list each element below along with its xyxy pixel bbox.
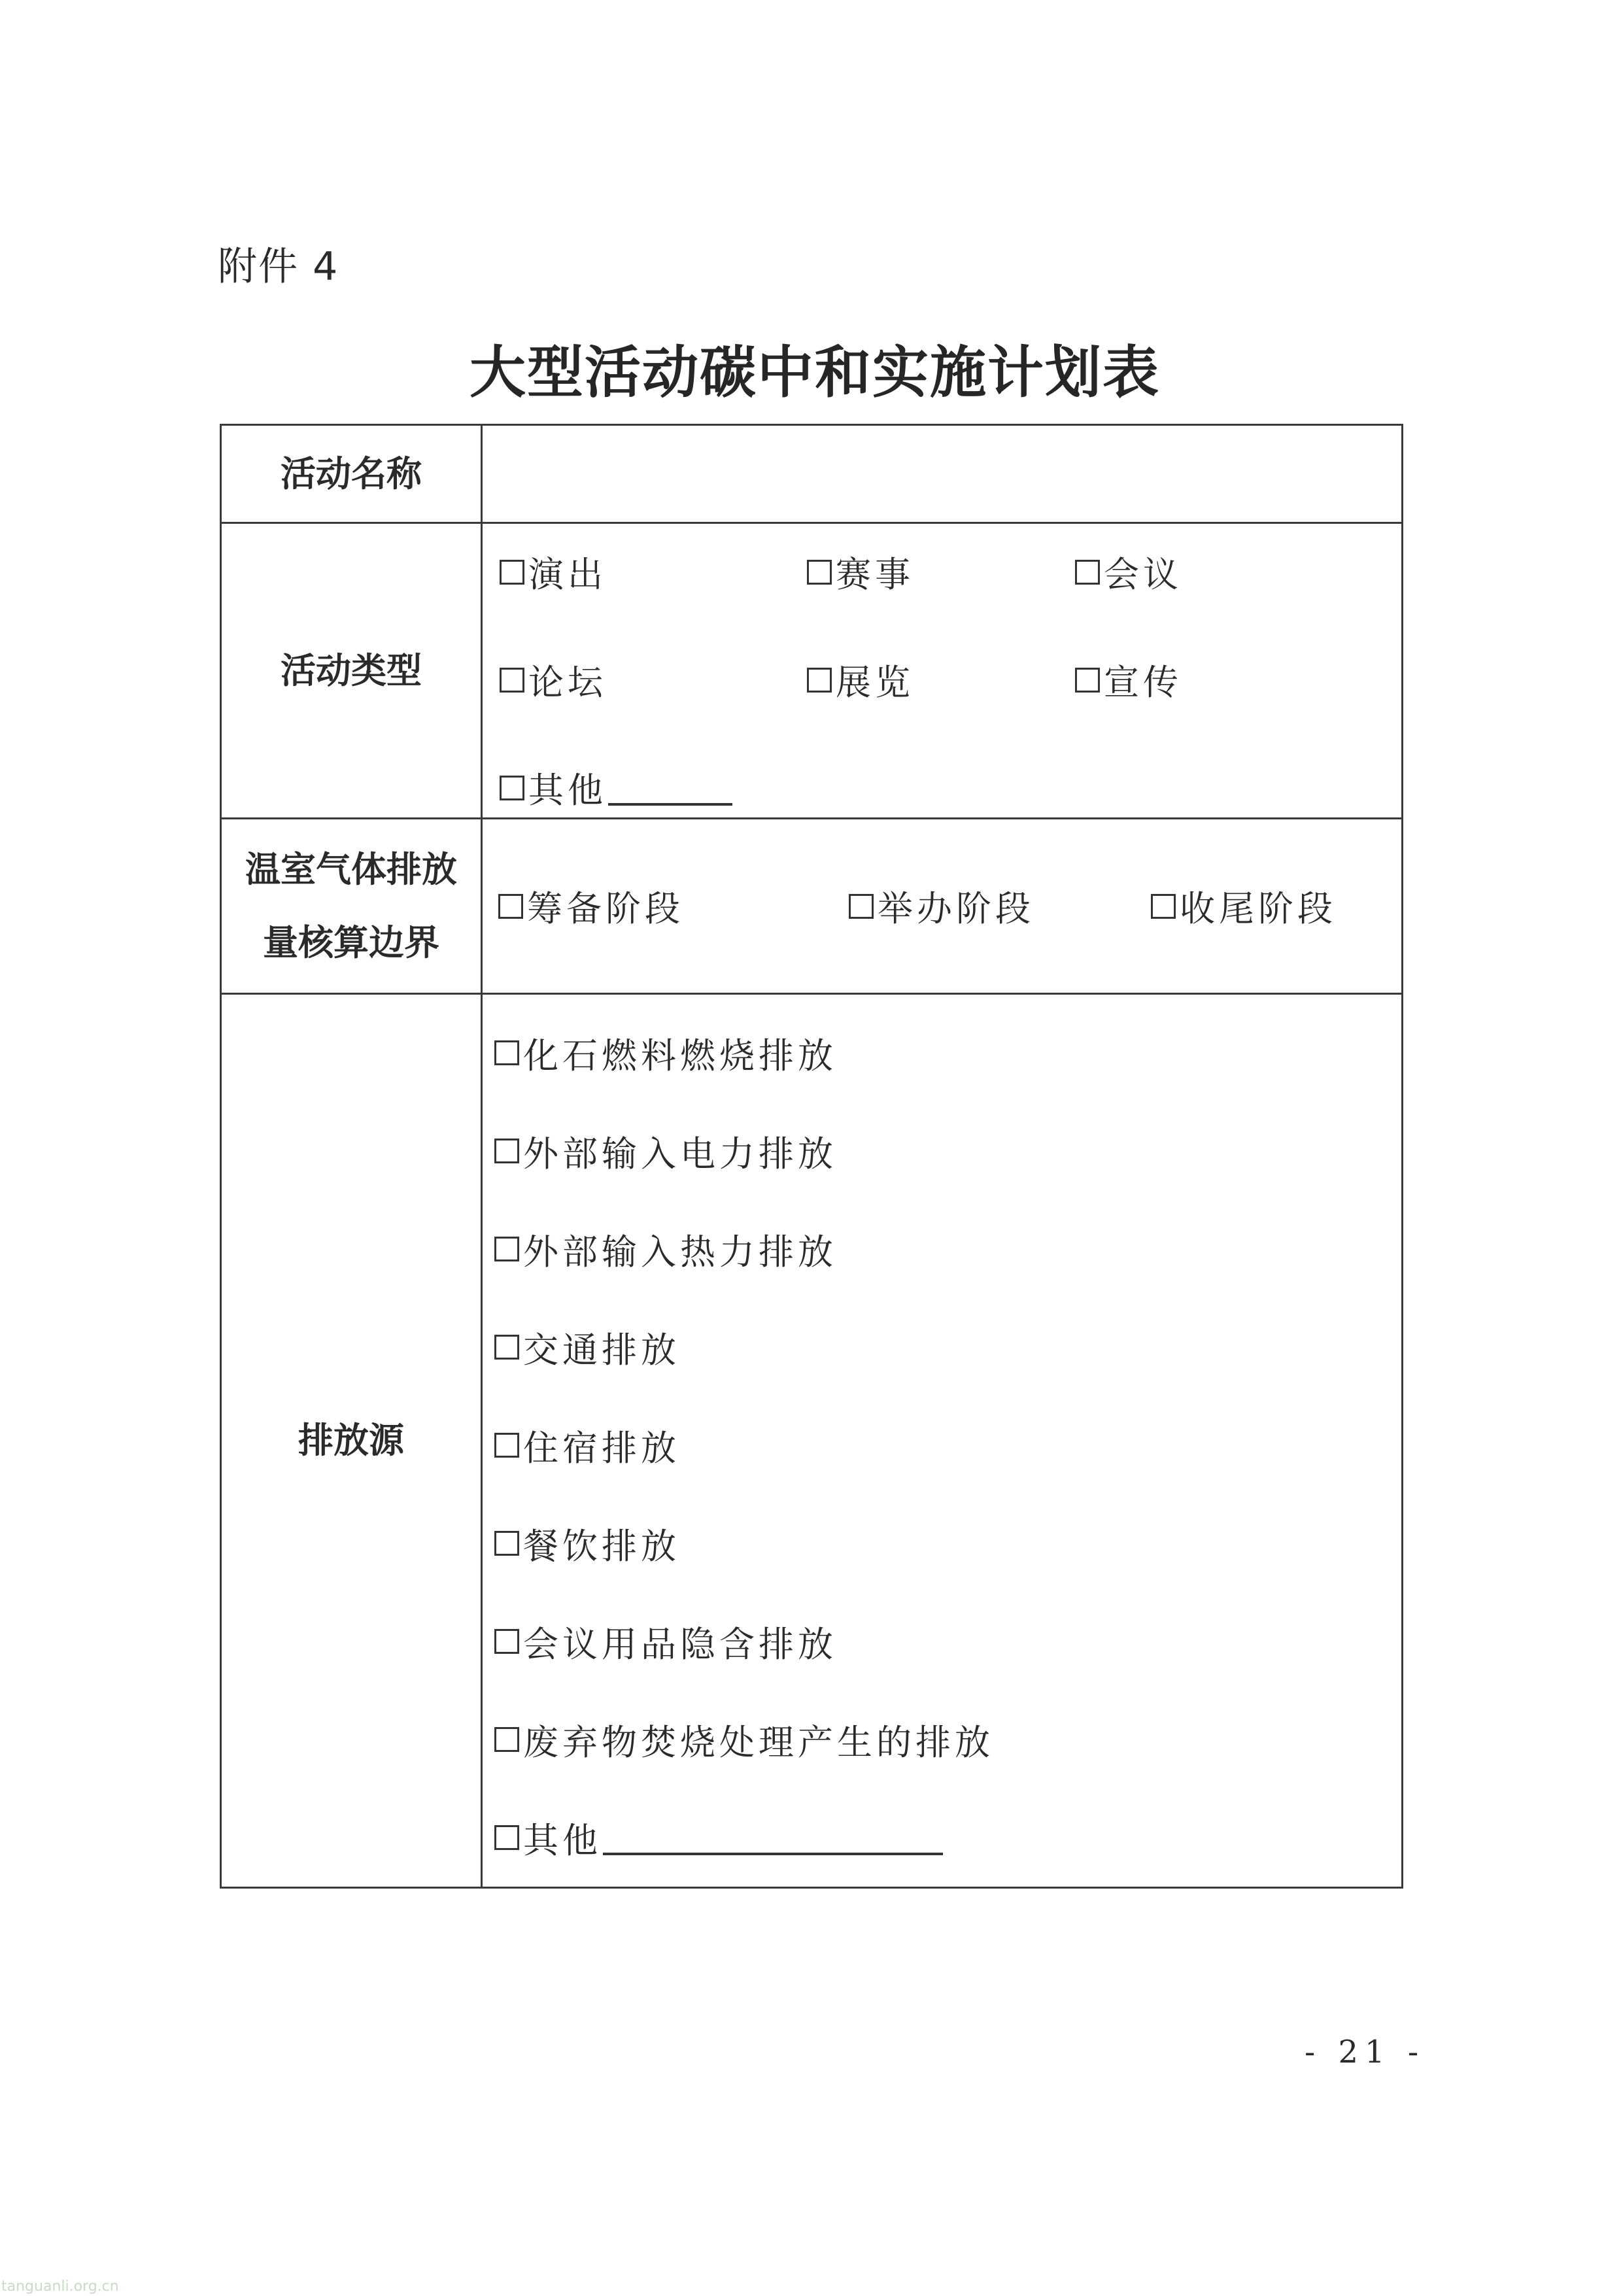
other-type-blank-field[interactable] — [608, 770, 732, 806]
checkbox-competition[interactable]: 赛事 — [807, 547, 1075, 597]
checkbox-icon[interactable] — [494, 1629, 519, 1654]
checkbox-performance[interactable]: 演出 — [500, 547, 807, 597]
checkbox-hosting-stage[interactable]: 举办阶段 — [849, 881, 1151, 931]
other-source-blank-field[interactable] — [603, 1820, 943, 1855]
checkbox-fossil-fuel[interactable]: 化石燃料燃烧排放 — [494, 1004, 1401, 1102]
page-title: 大型活动碳中和实施计划表 — [470, 339, 1160, 405]
checkbox-purchased-heat[interactable]: 外部输入热力排放 — [494, 1200, 1401, 1298]
checkbox-icon[interactable] — [494, 1335, 519, 1360]
checkbox-closing-stage[interactable]: 收尾阶段 — [1151, 881, 1337, 931]
checkbox-icon[interactable] — [494, 1040, 519, 1065]
checkbox-conference-supplies[interactable]: 会议用品隐含排放 — [494, 1592, 1401, 1690]
checkbox-icon[interactable] — [1075, 560, 1100, 585]
checkbox-publicity[interactable]: 宣传 — [1075, 655, 1337, 705]
checkbox-icon[interactable] — [494, 1237, 519, 1261]
checkbox-other-type[interactable]: 其他 — [500, 762, 807, 813]
activity-type-label: 活动类型 — [221, 523, 482, 819]
emission-sources-options — [482, 994, 1403, 1888]
checkbox-icon[interactable] — [500, 560, 524, 585]
emission-sources-label: 排放源 — [221, 994, 482, 1888]
checkbox-forum[interactable]: 论坛 — [500, 655, 807, 705]
row-activity-type — [221, 523, 1403, 819]
checkbox-icon[interactable] — [1151, 894, 1176, 919]
carbon-neutral-plan-table — [220, 424, 1403, 1889]
checkbox-conference[interactable]: 会议 — [1075, 547, 1337, 597]
checkbox-icon[interactable] — [498, 894, 523, 919]
row-activity-name — [221, 425, 1403, 523]
checkbox-icon[interactable] — [807, 560, 832, 585]
checkbox-icon[interactable] — [494, 1727, 519, 1752]
checkbox-preparation-stage[interactable]: 筹备阶段 — [498, 881, 849, 931]
accounting-boundary-label: 温室气体排放 量核算边界 — [221, 819, 482, 994]
checkbox-icon[interactable] — [494, 1433, 519, 1458]
checkbox-waste-incineration[interactable]: 废弃物焚烧处理产生的排放 — [494, 1690, 1401, 1789]
checkbox-icon[interactable] — [500, 776, 524, 800]
checkbox-icon[interactable] — [494, 1531, 519, 1556]
checkbox-icon[interactable] — [500, 668, 524, 693]
activity-name-field[interactable] — [482, 425, 1403, 523]
checkbox-icon[interactable] — [849, 894, 874, 919]
checkbox-accommodation[interactable]: 住宿排放 — [494, 1396, 1401, 1494]
annex-label: 附件 4 — [218, 244, 339, 290]
activity-name-label: 活动名称 — [221, 425, 482, 523]
accounting-boundary-options — [482, 819, 1403, 994]
checkbox-icon[interactable] — [494, 1825, 519, 1850]
page-number: - 21 - — [1305, 2034, 1426, 2070]
checkbox-icon[interactable] — [1075, 668, 1100, 693]
activity-type-options — [482, 523, 1403, 819]
checkbox-exhibition[interactable]: 展览 — [807, 655, 1075, 705]
checkbox-transport[interactable]: 交通排放 — [494, 1298, 1401, 1396]
row-emission-sources — [221, 994, 1403, 1888]
checkbox-icon[interactable] — [807, 668, 832, 693]
checkbox-purchased-electricity[interactable]: 外部输入电力排放 — [494, 1102, 1401, 1200]
checkbox-icon[interactable] — [494, 1139, 519, 1163]
watermark: tanguanli.org.cn — [1, 2278, 119, 2295]
row-accounting-boundary — [221, 819, 1403, 994]
checkbox-catering[interactable]: 餐饮排放 — [494, 1494, 1401, 1592]
checkbox-other-source[interactable]: 其他 — [494, 1789, 1401, 1887]
